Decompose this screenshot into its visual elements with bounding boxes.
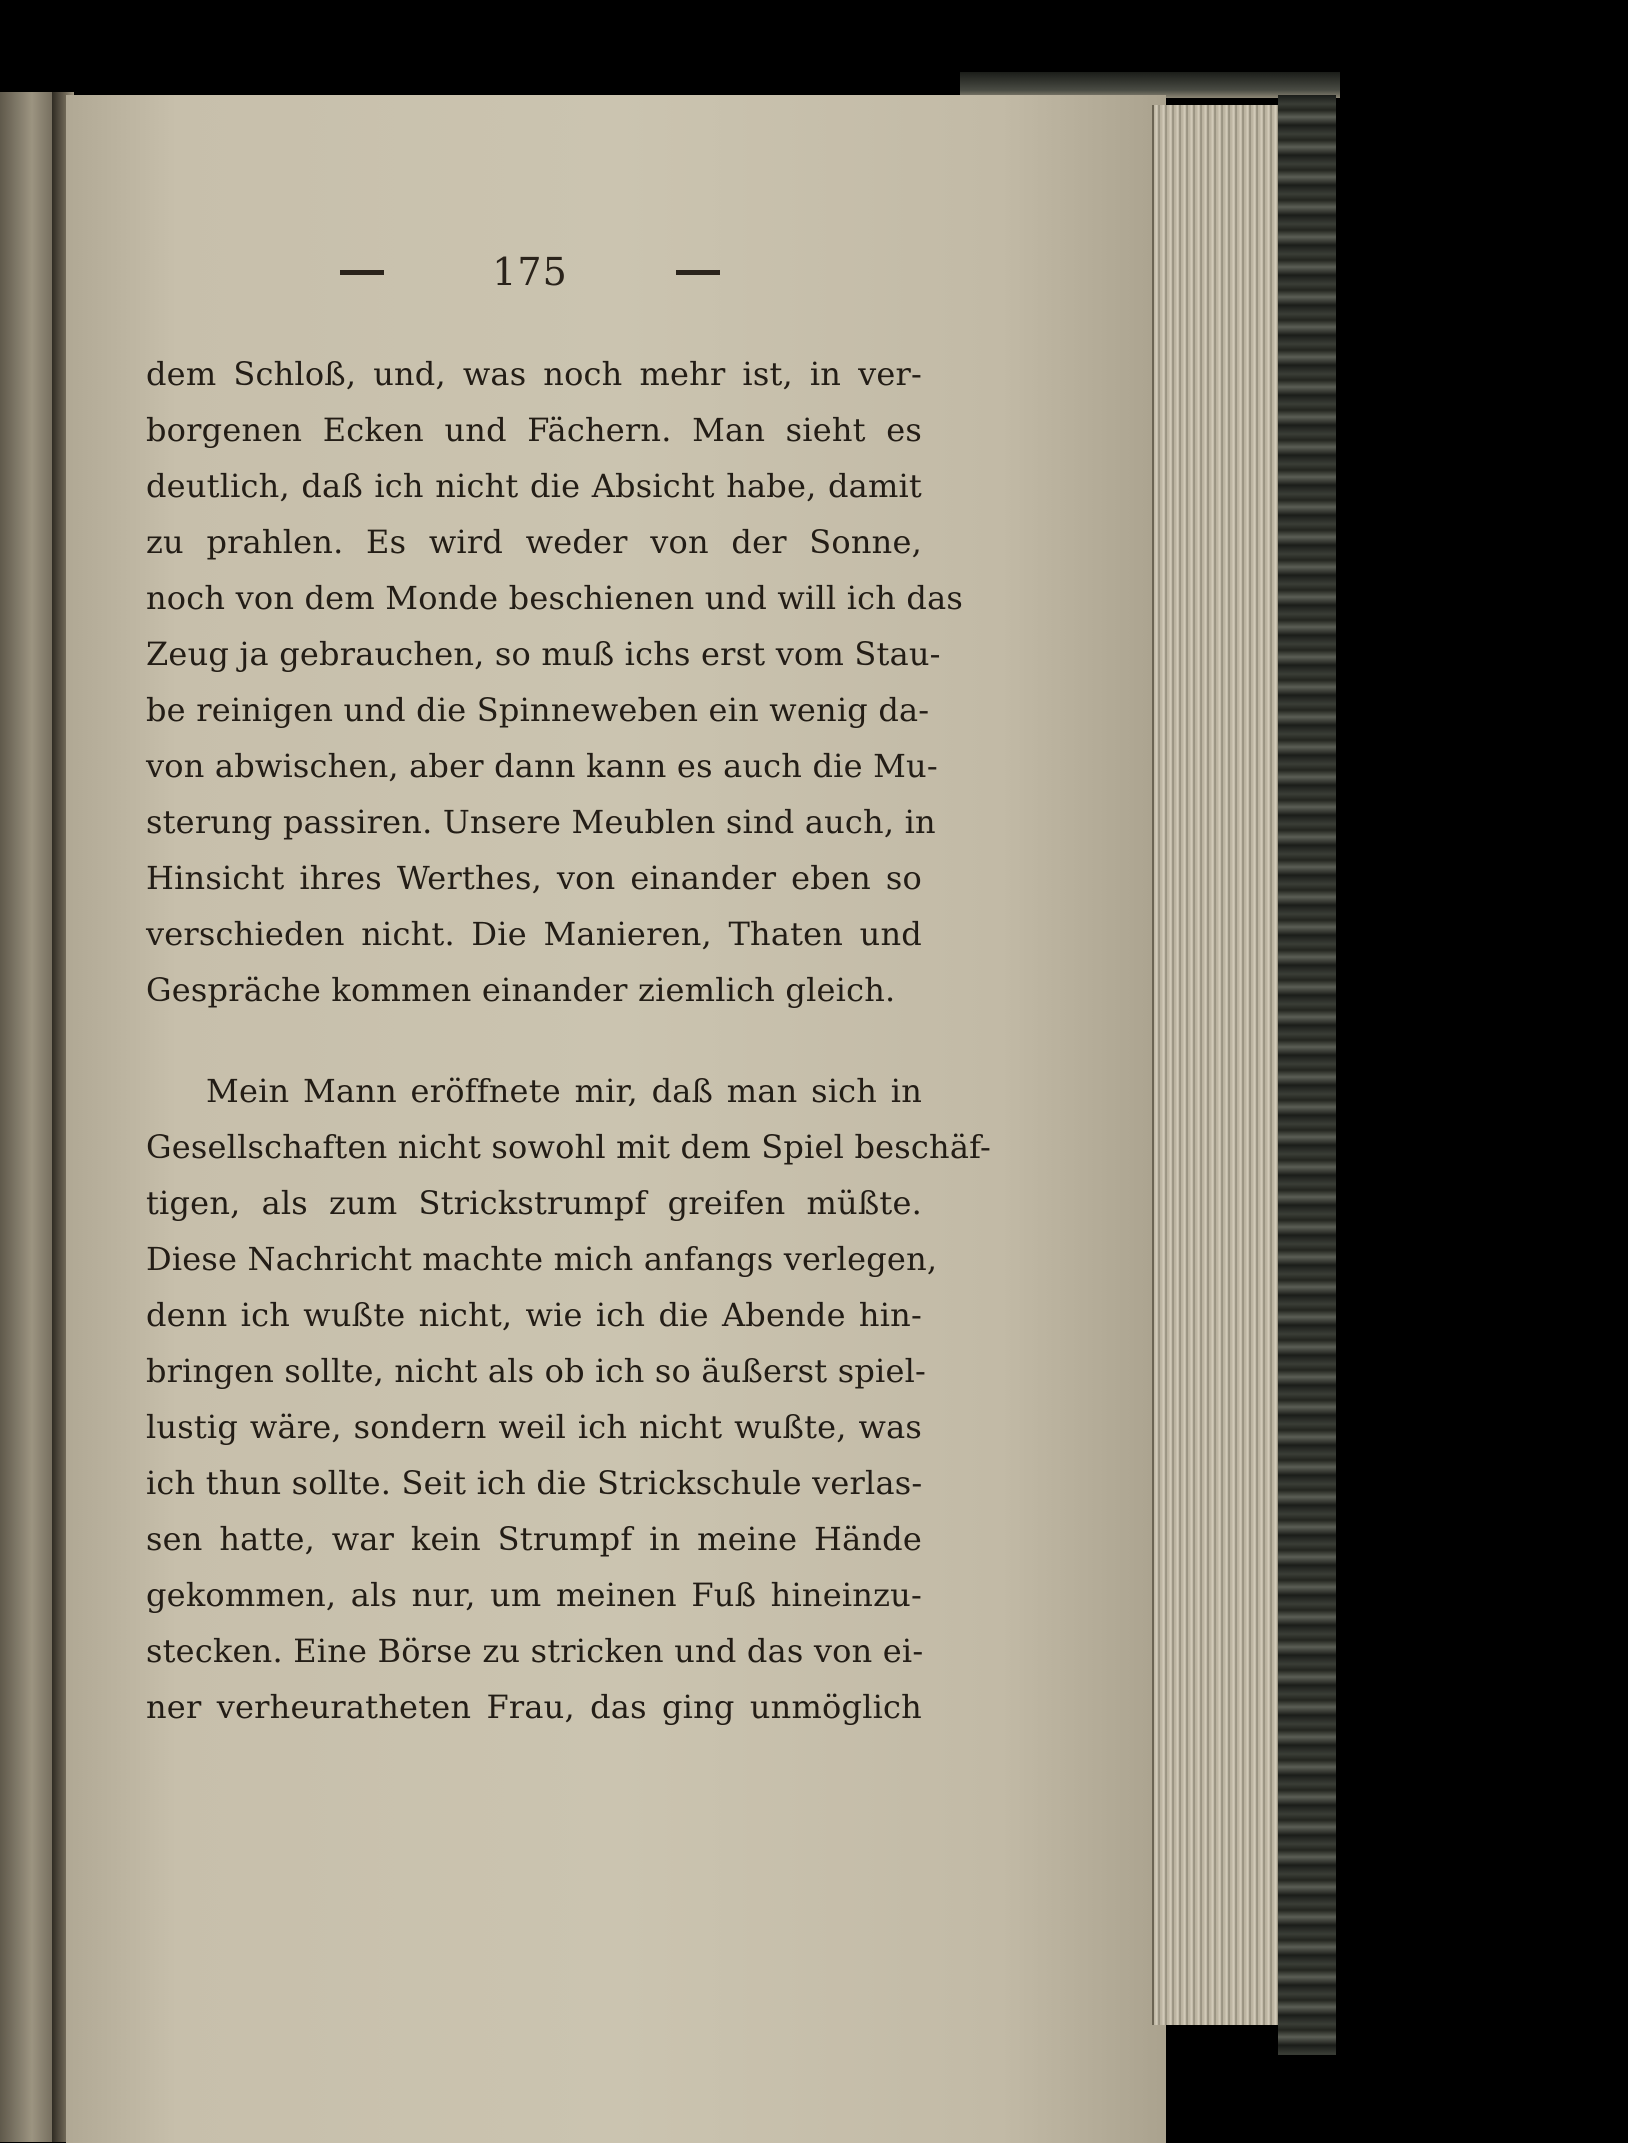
text-line: gekommen, als nur, um meinen Fuß hineinzu-	[146, 1576, 922, 1614]
running-head-dash-right	[676, 270, 720, 275]
text-line: Gesellschaften nicht sowohl mit dem Spiel beschäf-	[146, 1128, 992, 1166]
paragraph-2	[146, 1063, 992, 1735]
running-head-dash-left	[340, 270, 384, 275]
text-line: deutlich, daß ich nicht die Absicht habe, damit	[146, 467, 922, 505]
text-line: Gespräche kommen einander ziemlich gleich.	[146, 971, 896, 1009]
text-line: be reinigen und die Spinneweben ein wenig da-	[146, 691, 930, 729]
text-line: tigen, als zum Strickstrumpf greifen müßte.	[146, 1184, 922, 1222]
text-line: Hinsicht ihres Werthes, von einander eben so	[146, 859, 922, 897]
text-line: bringen sollte, nicht als ob ich so äußerst spiel-	[146, 1352, 927, 1390]
text-line: sterung passiren. Unsere Meublen sind auch, in	[146, 803, 936, 841]
page-number: 175	[492, 250, 568, 294]
text-line: Diese Nachricht machte mich anfangs verlegen,	[146, 1240, 938, 1278]
text-line: stecken. Eine Börse zu stricken und das von ei-	[146, 1632, 924, 1670]
paragraph-gap	[146, 1018, 922, 1063]
running-head	[340, 252, 720, 292]
text-line: sen hatte, war kein Strumpf in meine Hände	[146, 1520, 922, 1558]
text-line: denn ich wußte nicht, wie ich die Abende hin-	[146, 1296, 922, 1334]
text-line: dem Schloß, und, was noch mehr ist, in ver-	[146, 355, 922, 393]
paragraph-1	[146, 346, 964, 1018]
text-line: lustig wäre, sondern weil ich nicht wußte, was	[146, 1408, 922, 1446]
body-text	[146, 346, 992, 1735]
text-line: Mein Mann eröffnete mir, daß man sich in	[206, 1072, 922, 1110]
text-line: ich thun sollte. Seit ich die Strickschule verlas-	[146, 1464, 923, 1502]
text-line: Zeug ja gebrauchen, so muß ichs erst vom Stau-	[146, 635, 941, 673]
text-line: noch von dem Monde beschienen und will ich das	[146, 579, 964, 617]
facing-page-edge	[0, 92, 58, 2142]
page-edges	[1152, 105, 1284, 2025]
text-line: verschieden nicht. Die Manieren, Thaten und	[146, 915, 922, 953]
text-line: borgenen Ecken und Fächern. Man sieht es	[146, 411, 922, 449]
text-line: zu prahlen. Es wird weder von der Sonne,	[146, 523, 922, 561]
text-line: von abwischen, aber dann kann es auch die Mu-	[146, 747, 938, 785]
text-line: ner verheuratheten Frau, das ging unmöglich	[146, 1688, 922, 1726]
marbled-cover-edge	[1278, 95, 1336, 2055]
